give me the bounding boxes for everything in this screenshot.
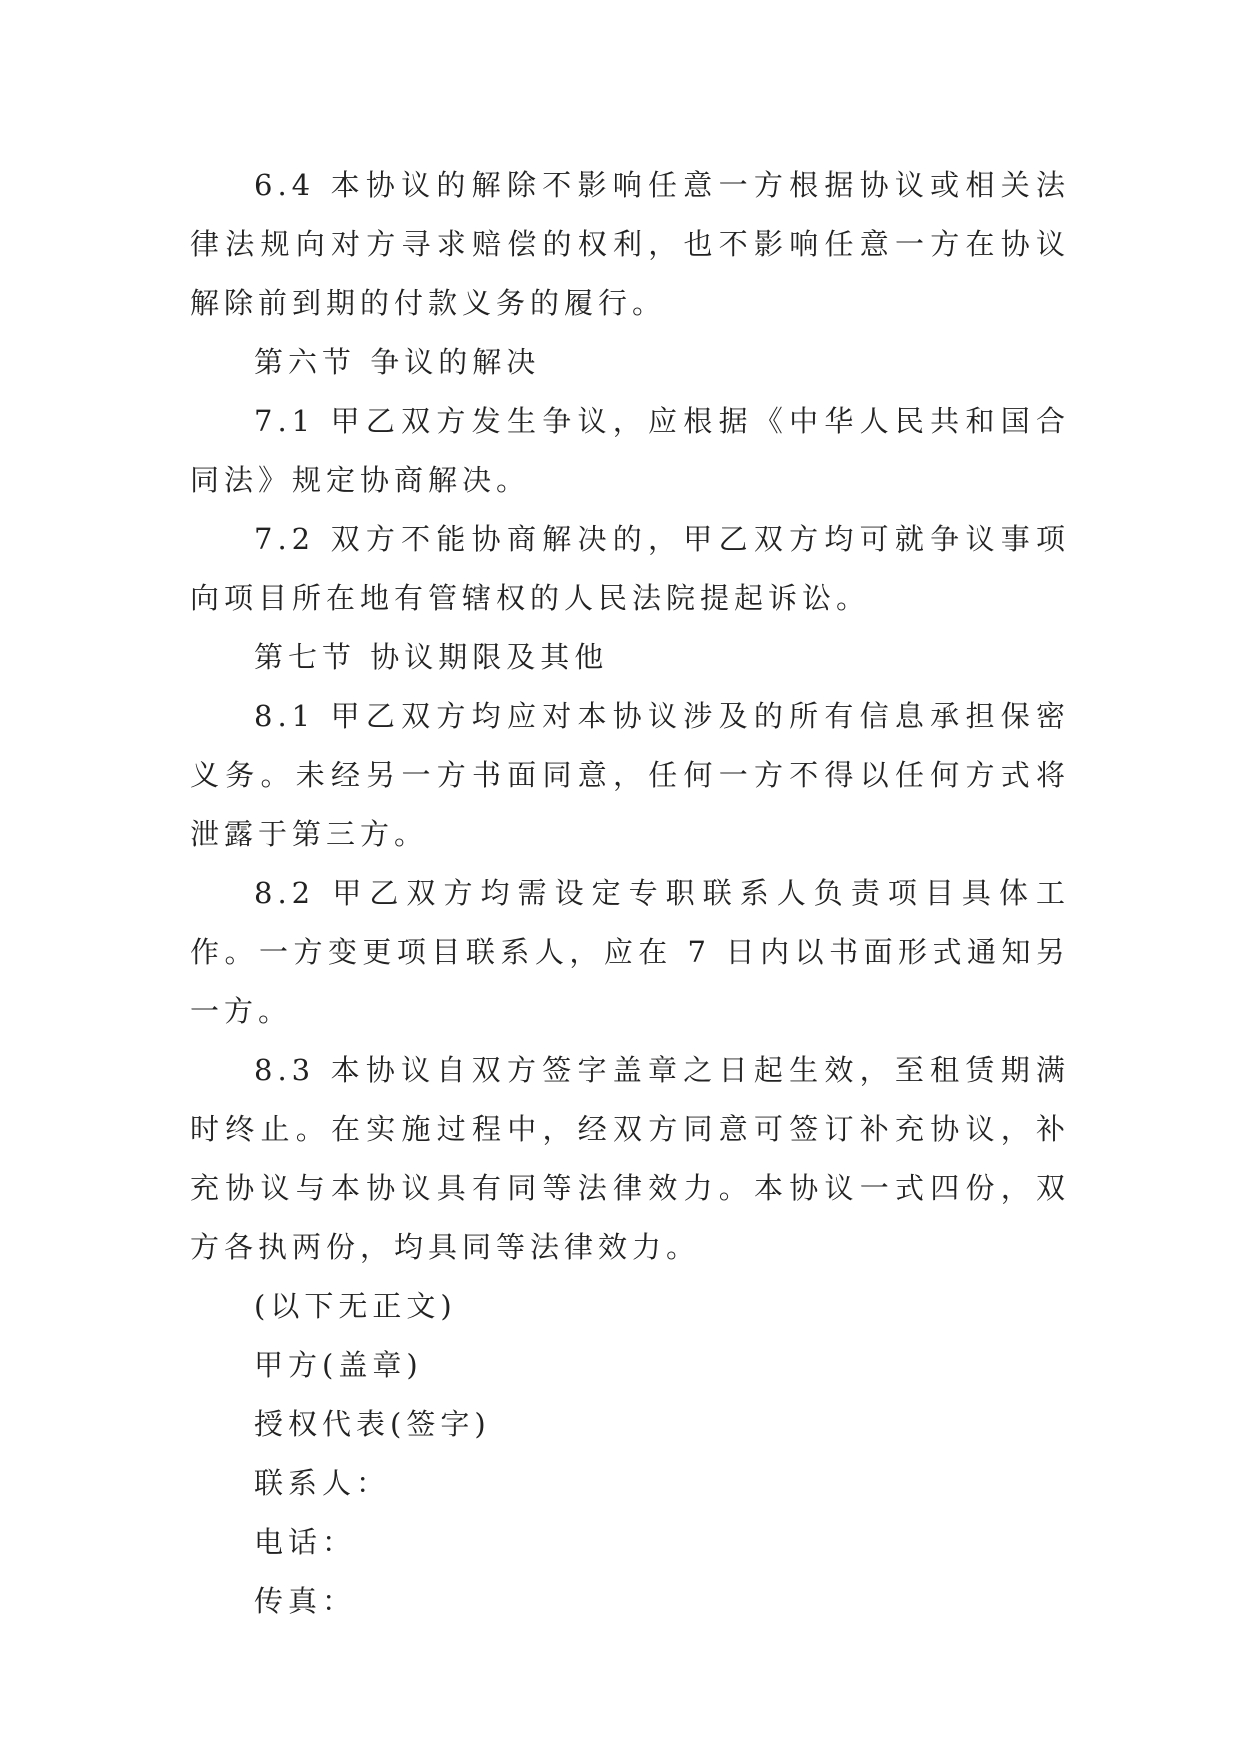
clause-8-3: 8.3 本协议自双方签字盖章之日起生效，至租赁期满时终止。在实施过程中，经双方同意可签订补充协议，补充协议与本协议具有同等法律效力。本协议一式四份，双方各执两份，均具同等法律效力。 [190, 1053, 1070, 1264]
clause-8-2: 8.2 甲乙双方均需设定专职联系人负责项目具体工作。一方变更项目联系人，应在 7 日内以书面形式通知另一方。 [190, 876, 1070, 1028]
clause-6-4: 6.4 本协议的解除不影响任意一方根据协议或相关法律法规向对方寻求赔偿的权利，也不影响任意一方在协议解除前到期的付款义务的履行。 [190, 168, 1070, 320]
clause-7-2: 7.2 双方不能协商解决的，甲乙双方均可就争议事项向项目所在地有管辖权的人民法院提起诉讼。 [190, 522, 1070, 615]
section-heading-6: 第六节 争议的解决 [254, 345, 541, 379]
section-heading-7: 第七节 协议期限及其他 [254, 640, 609, 674]
clause-7-1: 7.1 甲乙双方发生争议，应根据《中华人民共和国合同法》规定协商解决。 [190, 404, 1070, 497]
document-body [190, 156, 1070, 1631]
end-of-text-note: (以下无正文) [254, 1289, 457, 1323]
authorized-representative-field: 授权代表(签字) [254, 1407, 491, 1441]
party-a-seal-field: 甲方(盖章) [254, 1348, 423, 1382]
phone-field: 电话： [254, 1525, 357, 1559]
contact-person-field: 联系人： [254, 1466, 391, 1500]
fax-field: 传真： [254, 1584, 357, 1618]
clause-8-1: 8.1 甲乙双方均应对本协议涉及的所有信息承担保密义务。未经另一方书面同意，任何一方不得以任何方式将泄露于第三方。 [190, 699, 1070, 851]
